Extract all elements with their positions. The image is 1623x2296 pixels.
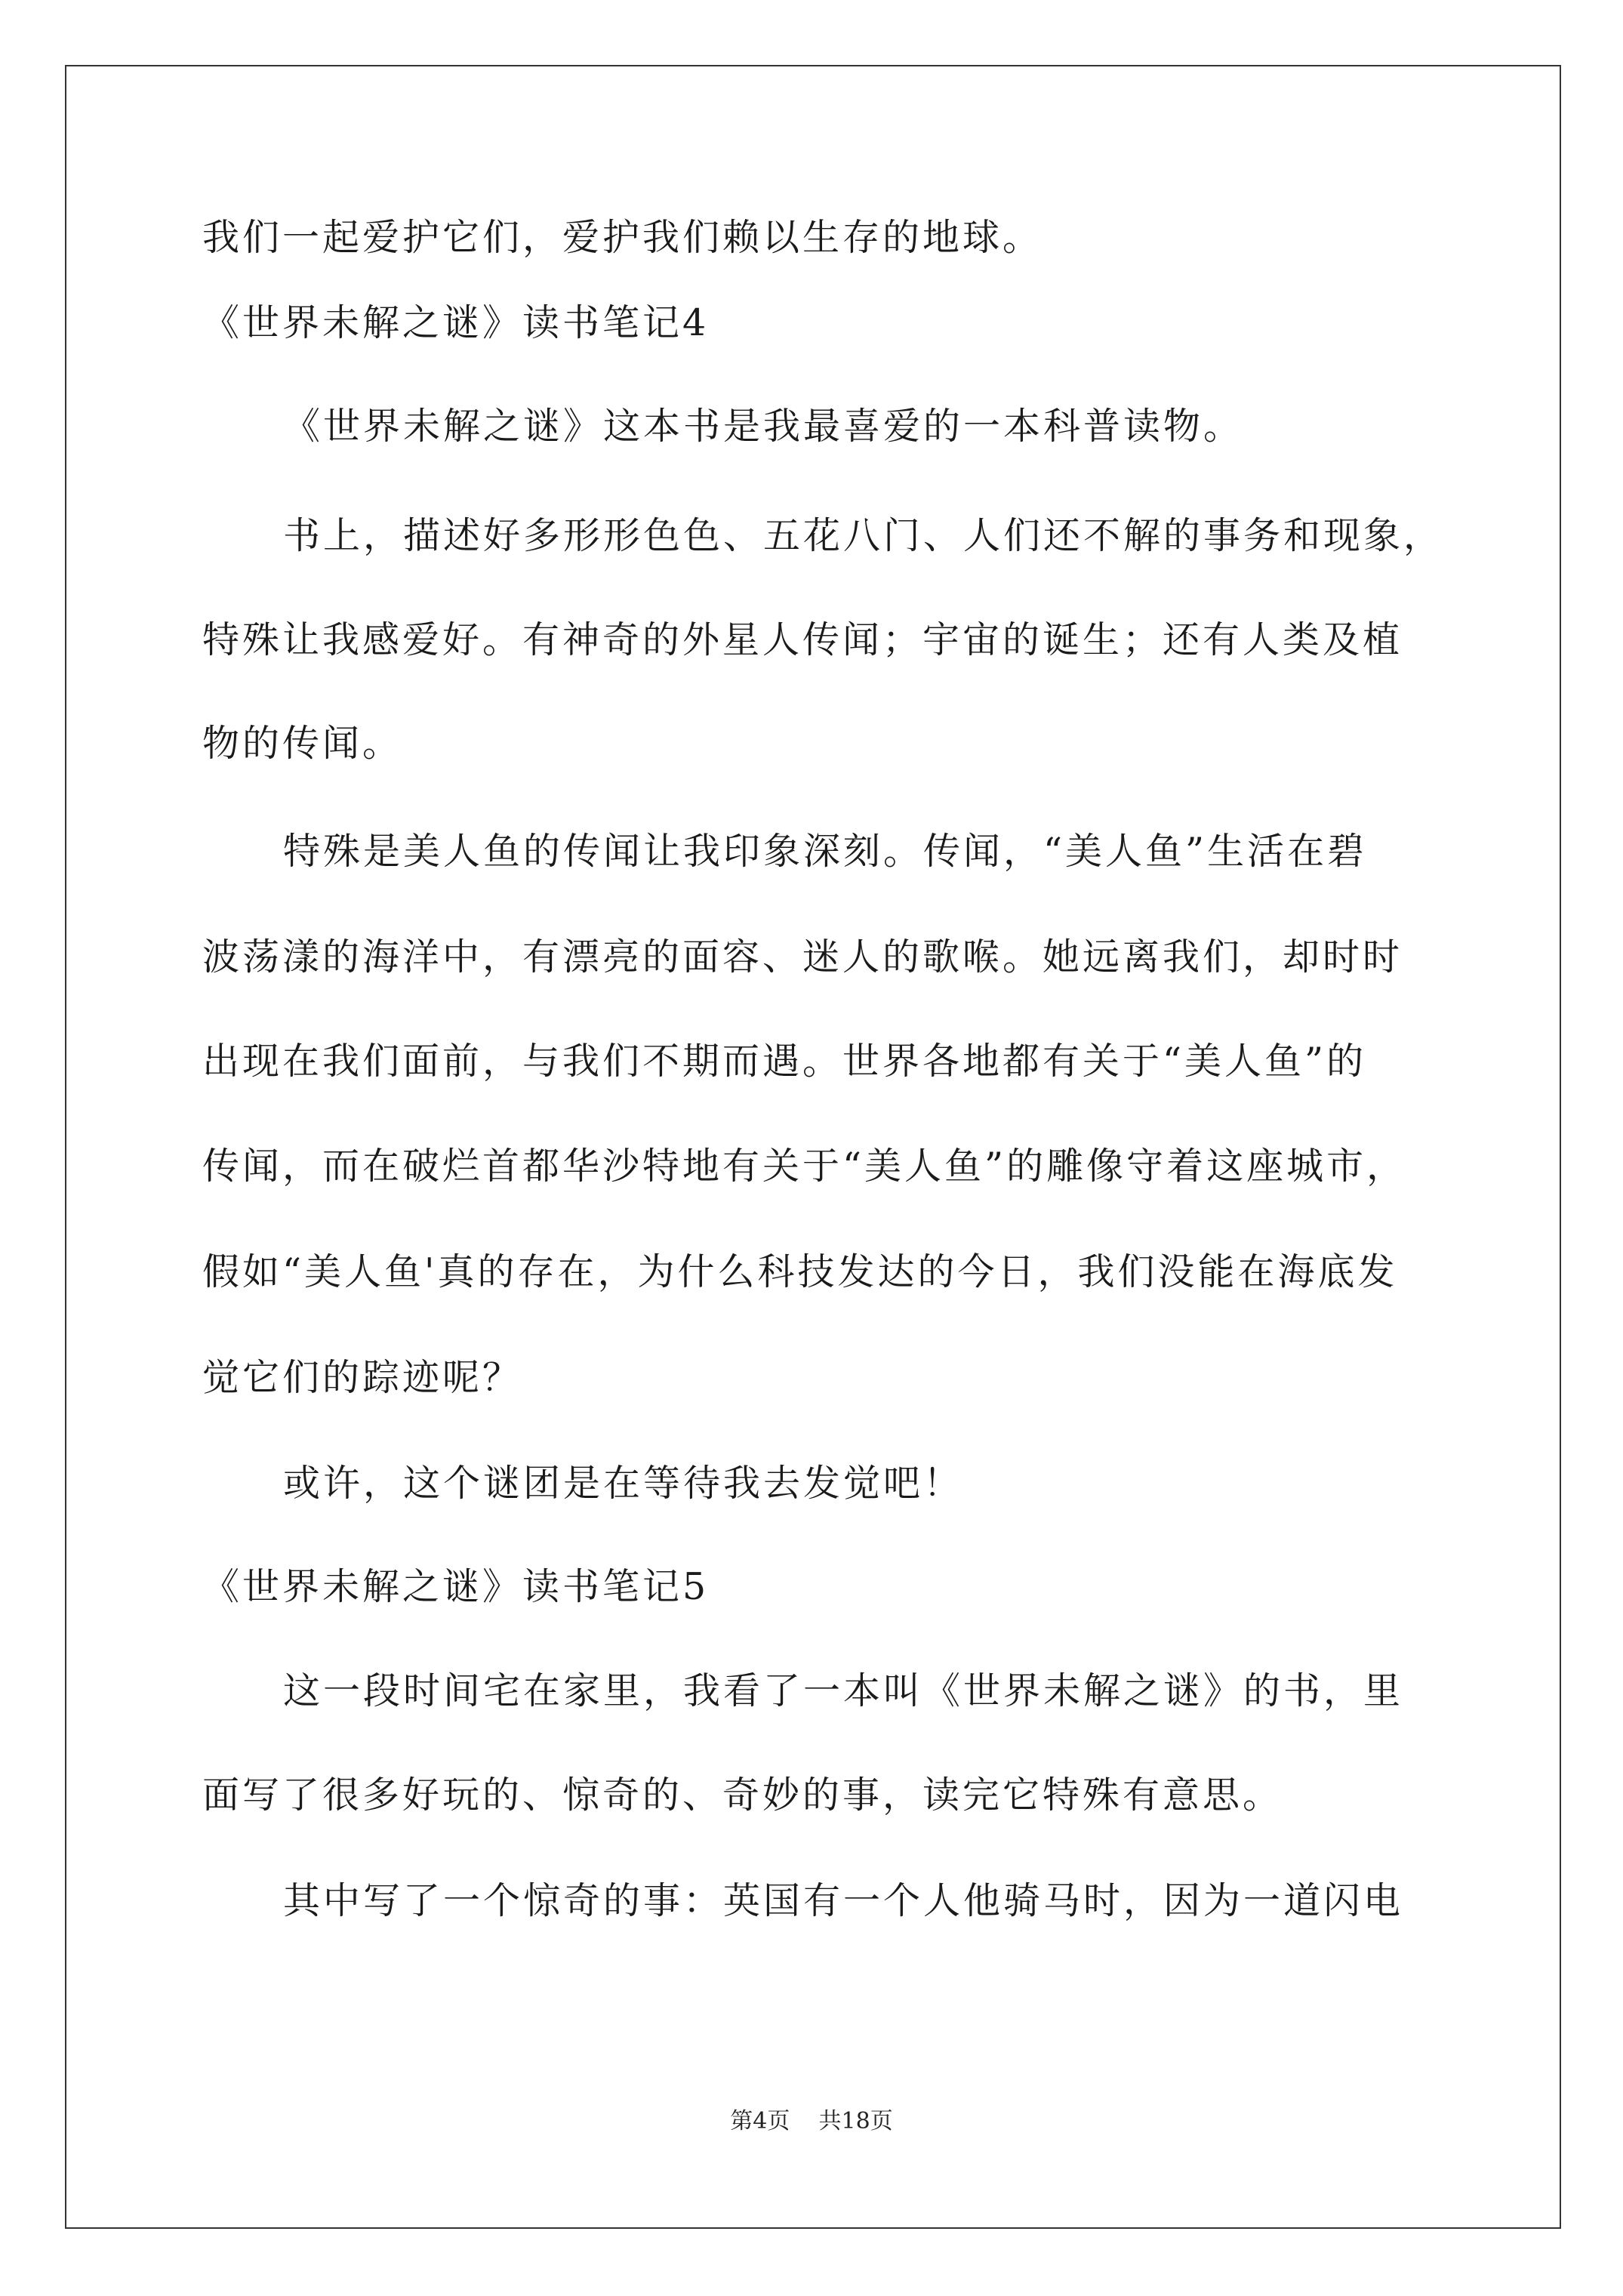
paragraph-line: 特殊让我感爱好。有神奇的外星人传闻；宇宙的诞生；还有人类及植 bbox=[202, 618, 1403, 661]
paragraph-line: 面写了很多好玩的、惊奇的、奇妙的事，读完它特殊有意思。 bbox=[202, 1774, 1283, 1817]
page-number-footer: 第4页 共18页 bbox=[730, 2108, 893, 2134]
paragraph-line: 特殊是美人鱼的传闻让我印象深刻。传闻，“美人鱼”生活在碧 bbox=[283, 830, 1368, 873]
paragraph-line-continuation: 我们一起爱护它们，爱护我们赖以生存的地球。 bbox=[202, 216, 1043, 259]
paragraph-line: 《世界未解之谜》这本书是我最喜爱的一本科普读物。 bbox=[283, 405, 1244, 448]
paragraph-line: 出现在我们面前，与我们不期而遇。世界各地都有关于“美人鱼”的 bbox=[202, 1040, 1367, 1083]
paragraph-line: 书上，描述好多形形色色、五花八门、人们还不解的事务和现象， bbox=[283, 514, 1444, 557]
paragraph-line: 假如“美人鱼'真的存在，为什么科技发达的今日，我们没能在海底发 bbox=[202, 1250, 1398, 1293]
paragraph-line: 传闻，而在破烂首都华沙特地有关于“美人鱼”的雕像守着这座城市， bbox=[202, 1145, 1407, 1188]
paragraph-line: 或许，这个谜团是在等待我去发觉吧！ bbox=[283, 1462, 964, 1505]
paragraph-line: 波荡漾的海洋中，有漂亮的面容、迷人的歌喉。她远离我们，却时时 bbox=[202, 935, 1403, 978]
paragraph-line: 其中写了一个惊奇的事：英国有一个人他骑马时，因为一道闪电 bbox=[283, 1879, 1404, 1922]
paragraph-line: 觉它们的踪迹呢？ bbox=[202, 1356, 523, 1399]
section-heading-4: 《世界未解之谜》读书笔记4 bbox=[202, 301, 710, 344]
paragraph-line: 物的传闻。 bbox=[202, 722, 403, 765]
paragraph-line: 这一段时间宅在家里，我看了一本叫《世界未解之谜》的书，里 bbox=[283, 1669, 1404, 1712]
section-heading-5: 《世界未解之谜》读书笔记5 bbox=[202, 1565, 710, 1608]
